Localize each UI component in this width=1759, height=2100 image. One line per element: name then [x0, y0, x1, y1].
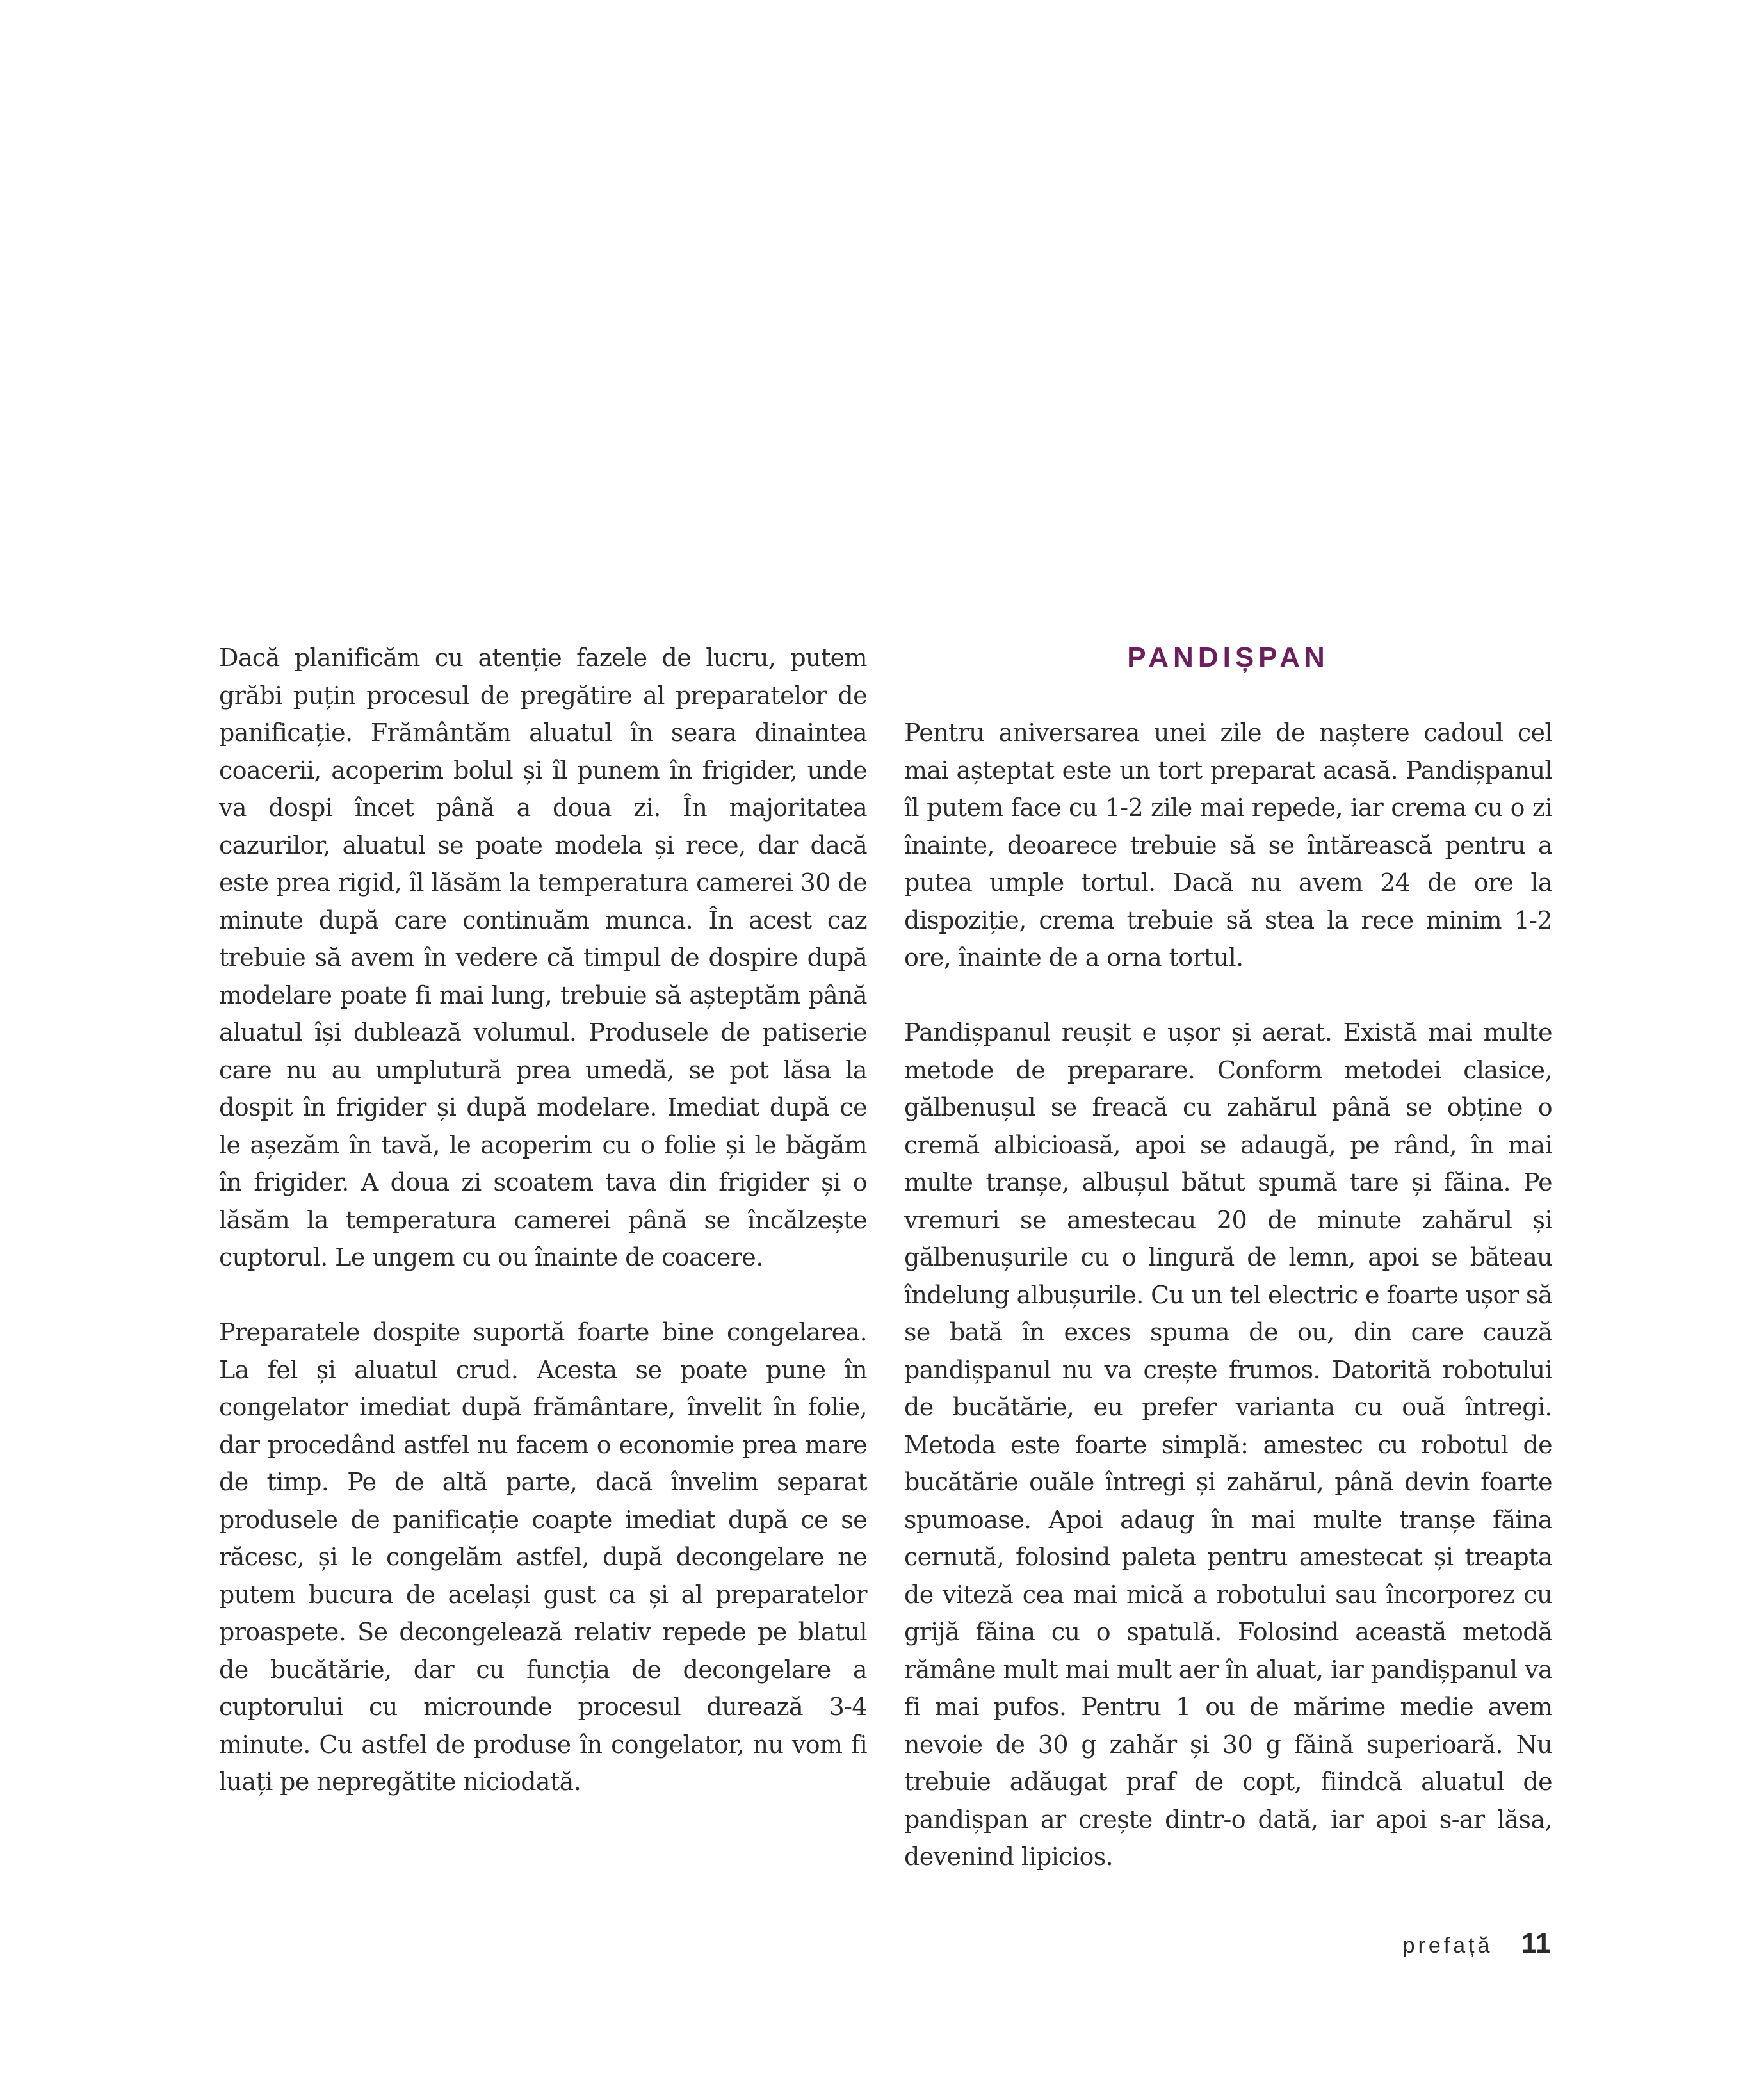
right-paragraph-1: Pentru aniversarea unei zile de naștere cadoul cel mai așteptat este un tort preparat acasă. Pandișpanul îl putem face cu 1-2 zile mai repede, iar crema cu o zi înainte, deoarece trebuie să se întărească pentru a putea umple tortul. Dacă nu avem 24 de ore la dispoziție, crema trebuie să stea la rece minim 1-2 ore, înainte de a orna tortul.	[904, 719, 1552, 972]
section-heading: PANDIȘPAN	[1127, 642, 1329, 673]
page-number: 11	[1521, 1928, 1551, 1959]
running-footer-label: prefață	[1402, 1933, 1493, 1958]
left-paragraph-1: Dacă planificăm cu atenție fazele de lucru, putem grăbi puțin procesul de pregătire al preparatelor de panificație. Frământăm aluatul în seara dinaintea coacerii, acoperim bolul și îl punem în frigider, unde va dospi încet până a doua zi. În majoritatea cazurilor, aluatul se poate modela și rece, dar dacă este prea rigid, îl lăsăm la temperatura camerei 30 de minute după care continuăm munca. În acest caz trebuie să avem în vedere că timpul de dospire după modelare poate fi mai lung, trebuie să așteptăm până aluatul își dublează volumul. Produsele de patiserie care nu au umplutură prea umedă, se pot lăsa la dospit în frigider și după modelare. Imediat după ce le așezăm în tavă, le acoperim cu o folie și le băgăm în frigider. A doua zi scoatem tava din frigider și o lăsăm la temperatura camerei până se încălzește cuptorul. Le ungem cu ou înainte de coacere.	[219, 644, 867, 1271]
left-paragraph-2: Preparatele dospite suportă foarte bine congelarea. La fel și aluatul crud. Acesta se poate pune în congelator imediat după frământare, învelit în folie, dar procedând astfel nu facem o economie prea mare de timp. Pe de altă parte, dacă învelim separat produsele de panificație coapte imediat după ce se răcesc, și le congelăm astfel, după decongelare ne putem bucura de același gust ca și al preparatelor proaspete. Se decongelează relativ repede pe blatul de bucătărie, dar cu funcția de decongelare a cuptorului cu microunde procesul durează 3-4 minute. Cu astfel de produse în congelator, nu vom fi luați pe nepregătite niciodată.	[219, 1318, 867, 1796]
right-column	[904, 639, 1552, 1876]
left-column	[219, 639, 867, 1801]
right-paragraph-2: Pandișpanul reușit e ușor și aerat. Există mai multe metode de preparare. Conform metodei clasice, gălbenușul se freacă cu zahărul până se obține o cremă albicioasă, apoi se adaugă, pe rând, în mai multe tranșe, albușul bătut spumă tare și făina. Pe vremuri se amestecau 20 de minute zahărul și gălbenușurile cu o lingură de lemn, apoi se băteau îndelung albușurile. Cu un tel electric e foarte ușor să se bată în exces spuma de ou, din care cauză pandișpanul nu va crește frumos. Datorită robotului de bucătărie, eu prefer varianta cu ouă întregi. Metoda este foarte simplă: amestec cu robotul de bucătărie ouăle întregi și zahărul, până devin foarte spumoase. Apoi adaug în mai multe tranșe făina cernută, folosind paleta pentru amestecat și treapta de viteză cea mai mică a robotului sau încorporez cu grijă făina cu o spatulă. Folosind această metodă rămâne mult mai mult aer în aluat, iar pandișpanul va fi mai pufos. Pentru 1 ou de mărime medie avem nevoie de 30 g zahăr și 30 g făină superioară. Nu trebuie adăugat praf de copt, fiindcă aluatul de pandișpan ar crește dintr-o dată, iar apoi s-ar lăsa, devenind lipicios.	[904, 1018, 1552, 1871]
page-footer	[1403, 1928, 1551, 1966]
